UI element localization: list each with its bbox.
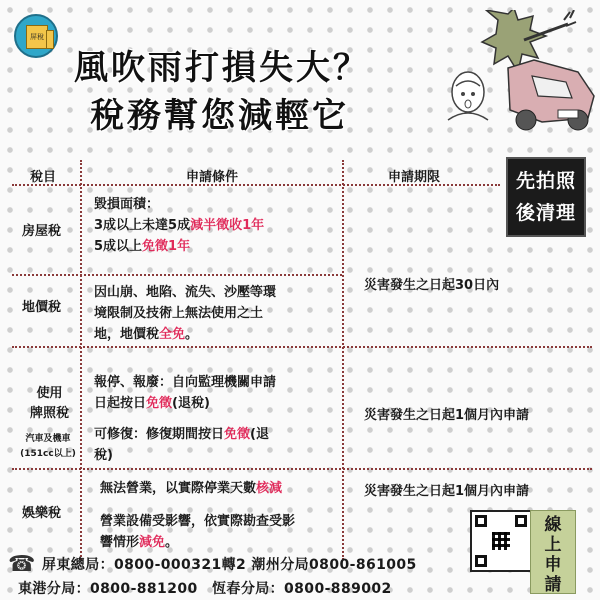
license-p1-line2 xyxy=(94,393,276,414)
ent-spacer xyxy=(100,499,295,511)
photo-first-stamp xyxy=(506,157,586,237)
license-cat-line1: 使用 xyxy=(36,386,63,401)
license-note-line1: 汽車及機車 xyxy=(25,434,71,444)
ent-p2-highlight: 減免 xyxy=(139,535,166,550)
license-p2-line2: 稅) xyxy=(94,448,113,463)
bureau-logo xyxy=(14,14,58,58)
category-land-tax: 地價稅 xyxy=(22,300,62,315)
license-p1-highlight: 免徵 xyxy=(146,396,173,411)
contact-line1: 屏東總局：0800-000321轉2 潮州分局0800-861005 xyxy=(42,557,417,573)
land-line1: 因山崩、地陷、流失、沙壓等環 xyxy=(94,285,277,300)
land-line3-highlight: 全免 xyxy=(159,327,186,342)
license-tax-note xyxy=(16,432,80,462)
ent-p1-text: 無法營業，以實際停業天數 xyxy=(100,481,257,496)
qr-finder-tl xyxy=(475,515,487,527)
divider-col1 xyxy=(80,160,82,560)
license-p2-end: (退 xyxy=(250,427,269,442)
category-entertainment-tax: 娛樂稅 xyxy=(22,506,62,521)
category-license-tax xyxy=(30,384,69,424)
divider-col2 xyxy=(342,160,344,560)
headline-line1: 風吹雨打損失大？ xyxy=(74,48,370,88)
license-cat-line2: 牌照稅 xyxy=(30,406,70,421)
contact-line2: 東港分局：0800-881200 恆春分局：0800-889002 xyxy=(18,581,392,597)
divider-row3 xyxy=(12,468,592,470)
license-p1-text: 日起按日 xyxy=(94,396,147,411)
license-p2-line1 xyxy=(94,424,276,445)
qr-finder-bl xyxy=(475,555,487,567)
house-line2-text: 3成以上未達5成 xyxy=(94,218,191,233)
stamp-line1: 先拍照 xyxy=(516,170,577,192)
license-tax-conditions xyxy=(94,372,276,466)
land-line2: 境限制及技術上無法使用之土 xyxy=(94,306,264,321)
deadline-1-month-entertainment: 災害發生之日起1個月內申請 xyxy=(364,484,530,499)
land-line3 xyxy=(94,324,276,345)
online-line4: 請 xyxy=(544,575,562,595)
entertainment-tax-conditions xyxy=(100,478,295,553)
ent-p2-line1: 營業設備受影響，依實際勘查受影 xyxy=(100,514,296,529)
land-line3-end: 。 xyxy=(185,327,199,342)
qr-finder-tr xyxy=(515,515,527,527)
ent-p1 xyxy=(100,478,295,499)
house-line3-highlight: 免徵1年 xyxy=(142,239,191,254)
deadline-1-month-license: 災害發生之日起1個月內申請 xyxy=(364,408,530,423)
online-line2: 上 xyxy=(544,535,562,555)
house-line2 xyxy=(94,215,264,236)
phone-icon: ☎ xyxy=(8,552,36,577)
license-p1-line1: 報停、報廢：自向監理機關申請 xyxy=(94,375,277,390)
qr-code-icon[interactable] xyxy=(470,510,532,572)
stamp-line2: 後清理 xyxy=(516,202,577,224)
ent-p1-highlight: 核減 xyxy=(256,481,283,496)
header-deadline: 申請期限 xyxy=(388,170,441,185)
ent-p2-line2 xyxy=(100,532,295,553)
divider-row2 xyxy=(12,346,592,348)
headline-line2: 稅務幫您減輕它 xyxy=(90,96,349,136)
online-line1: 線 xyxy=(544,515,562,535)
logo-text: 屏稅 xyxy=(30,33,44,41)
house-tax-conditions xyxy=(94,194,264,257)
house-line2-highlight: 減半徵收1年 xyxy=(190,218,265,233)
qr-data-pattern xyxy=(492,532,510,550)
land-tax-conditions xyxy=(94,282,276,345)
ent-p2-text: 響情形 xyxy=(100,535,140,550)
license-p2-highlight: 免徵 xyxy=(224,427,251,442)
license-note-line2: (151cc以上) xyxy=(20,449,76,459)
ent-p2-end: 。 xyxy=(165,535,179,550)
divider-header xyxy=(12,184,500,186)
license-p1-end: (退稅) xyxy=(172,396,210,411)
house-line1: 毀損面積： xyxy=(94,197,160,212)
online-apply-label[interactable] xyxy=(530,510,576,594)
logo-building xyxy=(26,25,48,49)
category-house-tax: 房屋稅 xyxy=(22,224,62,239)
deadline-30-days: 災害發生之日起30日內 xyxy=(364,278,500,293)
online-line3: 申 xyxy=(544,555,562,575)
header-tax-item: 稅目 xyxy=(30,170,57,185)
logo-tower xyxy=(46,30,54,49)
house-line3 xyxy=(94,236,264,257)
divider-row1 xyxy=(12,274,342,276)
land-line3-text: 地，地價稅 xyxy=(94,327,160,342)
license-p2-text: 可修復：修復期間按日 xyxy=(94,427,225,442)
house-line3-text: 5成以上 xyxy=(94,239,143,254)
storm-damage-illustration xyxy=(438,10,598,140)
license-spacer xyxy=(94,414,276,424)
header-conditions: 申請條件 xyxy=(186,170,239,185)
